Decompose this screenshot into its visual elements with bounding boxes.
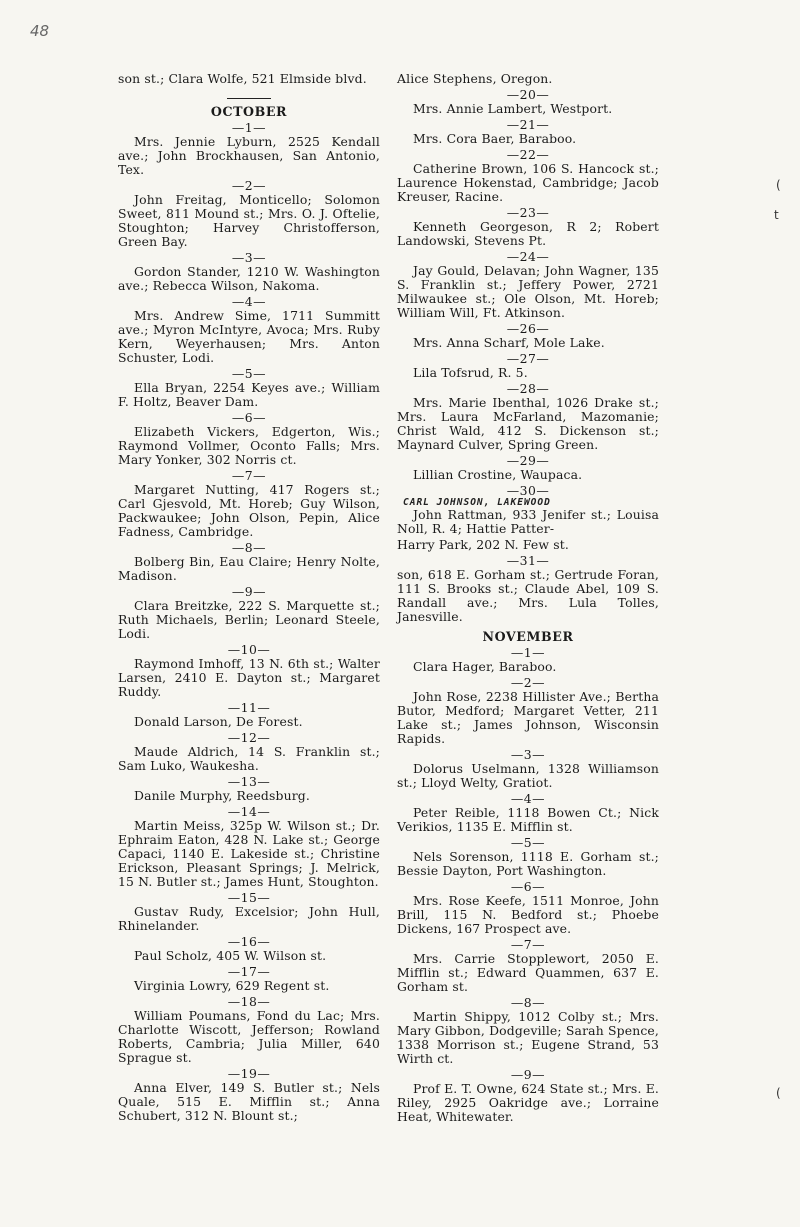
birthday-entry: John Rattman, 933 Jenifer st.; Louisa Noll, R. 4; Hattie Patter- xyxy=(397,507,659,536)
month-heading: OCTOBER xyxy=(210,104,288,119)
day-heading: —5— xyxy=(231,366,267,381)
section-rule xyxy=(227,98,271,99)
day-heading: —9— xyxy=(231,584,267,599)
day-heading: —20— xyxy=(506,87,550,102)
day-heading: —15— xyxy=(227,890,271,905)
day-heading: —21— xyxy=(506,117,550,132)
birthday-entry: Dolorus Uselmann, 1328 Williamson st.; Lloyd Welty, Gratiot. xyxy=(397,761,659,790)
birthday-entry: Clara Hager, Baraboo. xyxy=(413,659,557,674)
birthday-entry: son st.; Clara Wolfe, 521 Elmside blvd. xyxy=(118,71,367,86)
day-heading: —11— xyxy=(227,700,271,715)
birthday-entry: Virginia Lowry, 629 Regent st. xyxy=(134,978,330,993)
birthday-entry: Mrs. Marie Ibenthal, 1026 Drake st.; Mrs. Laura McFarland, Mazomanie; Christ Wald, 412 S. Dickenson st.; Maynard Culver, Spring Green. xyxy=(397,395,659,452)
day-heading: —16— xyxy=(227,934,271,949)
birthday-entry: Danile Murphy, Reedsburg. xyxy=(134,788,310,803)
day-heading: —13— xyxy=(227,774,271,789)
right-column xyxy=(397,72,659,1126)
day-heading: —3— xyxy=(231,250,267,265)
day-heading: —22— xyxy=(506,147,550,162)
birthday-entry: Gordon Stander, 1210 W. Washington ave.; Rebecca Wilson, Nakoma. xyxy=(118,264,380,293)
day-heading: —4— xyxy=(510,791,546,806)
birthday-entry: Kenneth Georgeson, R 2; Robert Landowski, Stevens Pt. xyxy=(397,219,659,248)
birthday-entry: Paul Scholz, 405 W. Wilson st. xyxy=(134,948,327,963)
birthday-entry: John Freitag, Monticello; Solomon Sweet, 811 Mound st.; Mrs. O. J. Oftelie, Stoughton; Harvey Christofferson, Green Bay. xyxy=(118,192,380,249)
birthday-entry: Mrs. Cora Baer, Baraboo. xyxy=(413,131,577,146)
birthday-entry: Harry Park, 202 N. Few st. xyxy=(397,537,569,552)
day-heading: —1— xyxy=(510,645,546,660)
margin-mark: ( xyxy=(776,1086,781,1100)
birthday-entry: Bolberg Bin, Eau Claire; Henry Nolte, Madison. xyxy=(118,554,380,583)
birthday-entry: Alice Stephens, Oregon. xyxy=(397,71,553,86)
day-heading: —30— xyxy=(506,483,550,498)
day-heading: —31— xyxy=(506,553,550,568)
day-heading: —24— xyxy=(506,249,550,264)
birthday-entry: Mrs. Jennie Lyburn, 2525 Kendall ave.; John Brockhausen, San Antonio, Tex. xyxy=(118,134,380,177)
birthday-entry: John Rose, 2238 Hillister Ave.; Bertha Butor, Medford; Margaret Vetter, 211 Lake st.; James Johnson, Wisconsin Rapids. xyxy=(397,689,659,746)
margin-mark: t xyxy=(774,208,779,222)
month-heading: NOVEMBER xyxy=(482,629,574,644)
day-heading: —6— xyxy=(510,879,546,894)
day-heading: —28— xyxy=(506,381,550,396)
birthday-entry: Mrs. Andrew Sime, 1711 Summitt ave.; Myron McIntyre, Avoca; Mrs. Ruby Kern, Weyerhausen; Mrs. Anton Schuster, Lodi. xyxy=(118,308,380,365)
day-heading: —29— xyxy=(506,453,550,468)
birthday-entry: William Poumans, Fond du Lac; Mrs. Charlotte Wiscott, Jefferson; Rowland Roberts, Cambria; Julia Miller, 640 Sprague st. xyxy=(118,1008,380,1065)
birthday-entry: Anna Elver, 149 S. Butler st.; Nels Quale, 515 E. Mifflin st.; Anna Schubert, 312 N. Blount st.; xyxy=(118,1080,380,1123)
birthday-entry: Ella Bryan, 2254 Keyes ave.; William F. Holtz, Beaver Dam. xyxy=(118,380,380,409)
birthday-entry: Lillian Crostine, Waupaca. xyxy=(413,467,583,482)
day-heading: —8— xyxy=(231,540,267,555)
day-heading: —2— xyxy=(510,675,546,690)
margin-mark: ( xyxy=(776,178,781,192)
birthday-entry: Catherine Brown, 106 S. Hancock st.; Laurence Hokenstad, Cambridge; Jacob Kreuser, Racine. xyxy=(397,161,659,204)
birthday-entry: Margaret Nutting, 417 Rogers st.; Carl Gjesvold, Mt. Horeb; Guy Wilson, Packwaukee; John Olson, Pepin, Alice Fadness, Cambridge. xyxy=(118,482,380,539)
day-heading: —7— xyxy=(231,468,267,483)
day-heading: —19— xyxy=(227,1066,271,1081)
birthday-entry: Mrs. Annie Lambert, Westport. xyxy=(413,101,613,116)
day-heading: —14— xyxy=(227,804,271,819)
day-heading: —5— xyxy=(510,835,546,850)
handwritten-note: CARL JOHNSON, LAKEWOOD xyxy=(403,497,551,508)
birthday-entry: Clara Breitzke, 222 S. Marquette st.; Ruth Michaels, Berlin; Leonard Steele, Lodi. xyxy=(118,598,380,641)
birthday-entry: Gustav Rudy, Excelsior; John Hull, Rhinelander. xyxy=(118,904,380,933)
day-heading: —9— xyxy=(510,1067,546,1082)
birthday-entry: Mrs. Rose Keefe, 1511 Monroe, John Brill, 115 N. Bedford st.; Phoebe Dickens, 167 Prospect ave. xyxy=(397,893,659,936)
day-heading: —18— xyxy=(227,994,271,1009)
birthday-entry: Martin Shippy, 1012 Colby st.; Mrs. Mary Gibbon, Dodgeville; Sarah Spence, 1338 Morrison st.; Eugene Strand, 53 Wirth ct. xyxy=(397,1009,659,1066)
day-heading: —1— xyxy=(231,120,267,135)
birthday-entry: Nels Sorenson, 1118 E. Gorham st.; Bessie Dayton, Port Washington. xyxy=(397,849,659,878)
birthday-entry: Elizabeth Vickers, Edgerton, Wis.; Raymond Vollmer, Oconto Falls; Mrs. Mary Yonker, 302 Norris ct. xyxy=(118,424,380,467)
day-heading: —23— xyxy=(506,205,550,220)
birthday-entry: Maude Aldrich, 14 S. Franklin st.; Sam Luko, Waukesha. xyxy=(118,744,380,773)
day-heading: —8— xyxy=(510,995,546,1010)
day-heading: —27— xyxy=(506,351,550,366)
day-heading: —6— xyxy=(231,410,267,425)
birthday-entry: Mrs. Anna Scharf, Mole Lake. xyxy=(413,335,605,350)
birthday-entry: Raymond Imhoff, 13 N. 6th st.; Walter Larsen, 2410 E. Dayton st.; Margaret Ruddy. xyxy=(118,656,380,699)
birthday-entry: Donald Larson, De Forest. xyxy=(134,714,303,729)
birthday-entry: Lila Tofsrud, R. 5. xyxy=(413,365,528,380)
day-heading: —17— xyxy=(227,964,271,979)
birthday-entry: Martin Meiss, 325p W. Wilson st.; Dr. Ephraim Eaton, 428 N. Lake st.; George Capaci, 1140 E. Lakeside st.; Christine Erickson, Pleasant Springs; J. Melrick, 15 N. Butler st.; James Hunt, Stoughton. xyxy=(118,818,380,889)
day-heading: —12— xyxy=(227,730,271,745)
birthday-entry: Prof E. T. Owne, 624 State st.; Mrs. E. Riley, 2925 Oakridge ave.; Lorraine Heat, Whitewater. xyxy=(397,1081,659,1124)
day-heading: —2— xyxy=(231,178,267,193)
day-heading: —26— xyxy=(506,321,550,336)
day-heading: —3— xyxy=(510,747,546,762)
day-heading: —10— xyxy=(227,642,271,657)
birthday-entry: Jay Gould, Delavan; John Wagner, 135 S. Franklin st.; Jeffery Power, 2721 Milwaukee st.; Ole Olson, Mt. Horeb; William Will, Ft. Atkinson. xyxy=(397,263,659,320)
corner-pencil-mark: 48 xyxy=(30,22,50,40)
day-heading: —4— xyxy=(231,294,267,309)
birthday-entry: Mrs. Carrie Stopplewort, 2050 E. Mifflin st.; Edward Quammen, 637 E. Gorham st. xyxy=(397,951,659,994)
left-column xyxy=(118,72,380,1125)
birthday-entry: son, 618 E. Gorham st.; Gertrude Foran, 111 S. Brooks st.; Claude Abel, 109 S. Randall ave.; Mrs. Lula Tolles, Janesville. xyxy=(397,567,659,624)
birthday-entry: Peter Reible, 1118 Bowen Ct.; Nick Verikios, 1135 E. Mifflin st. xyxy=(397,805,659,834)
day-heading: —7— xyxy=(510,937,546,952)
